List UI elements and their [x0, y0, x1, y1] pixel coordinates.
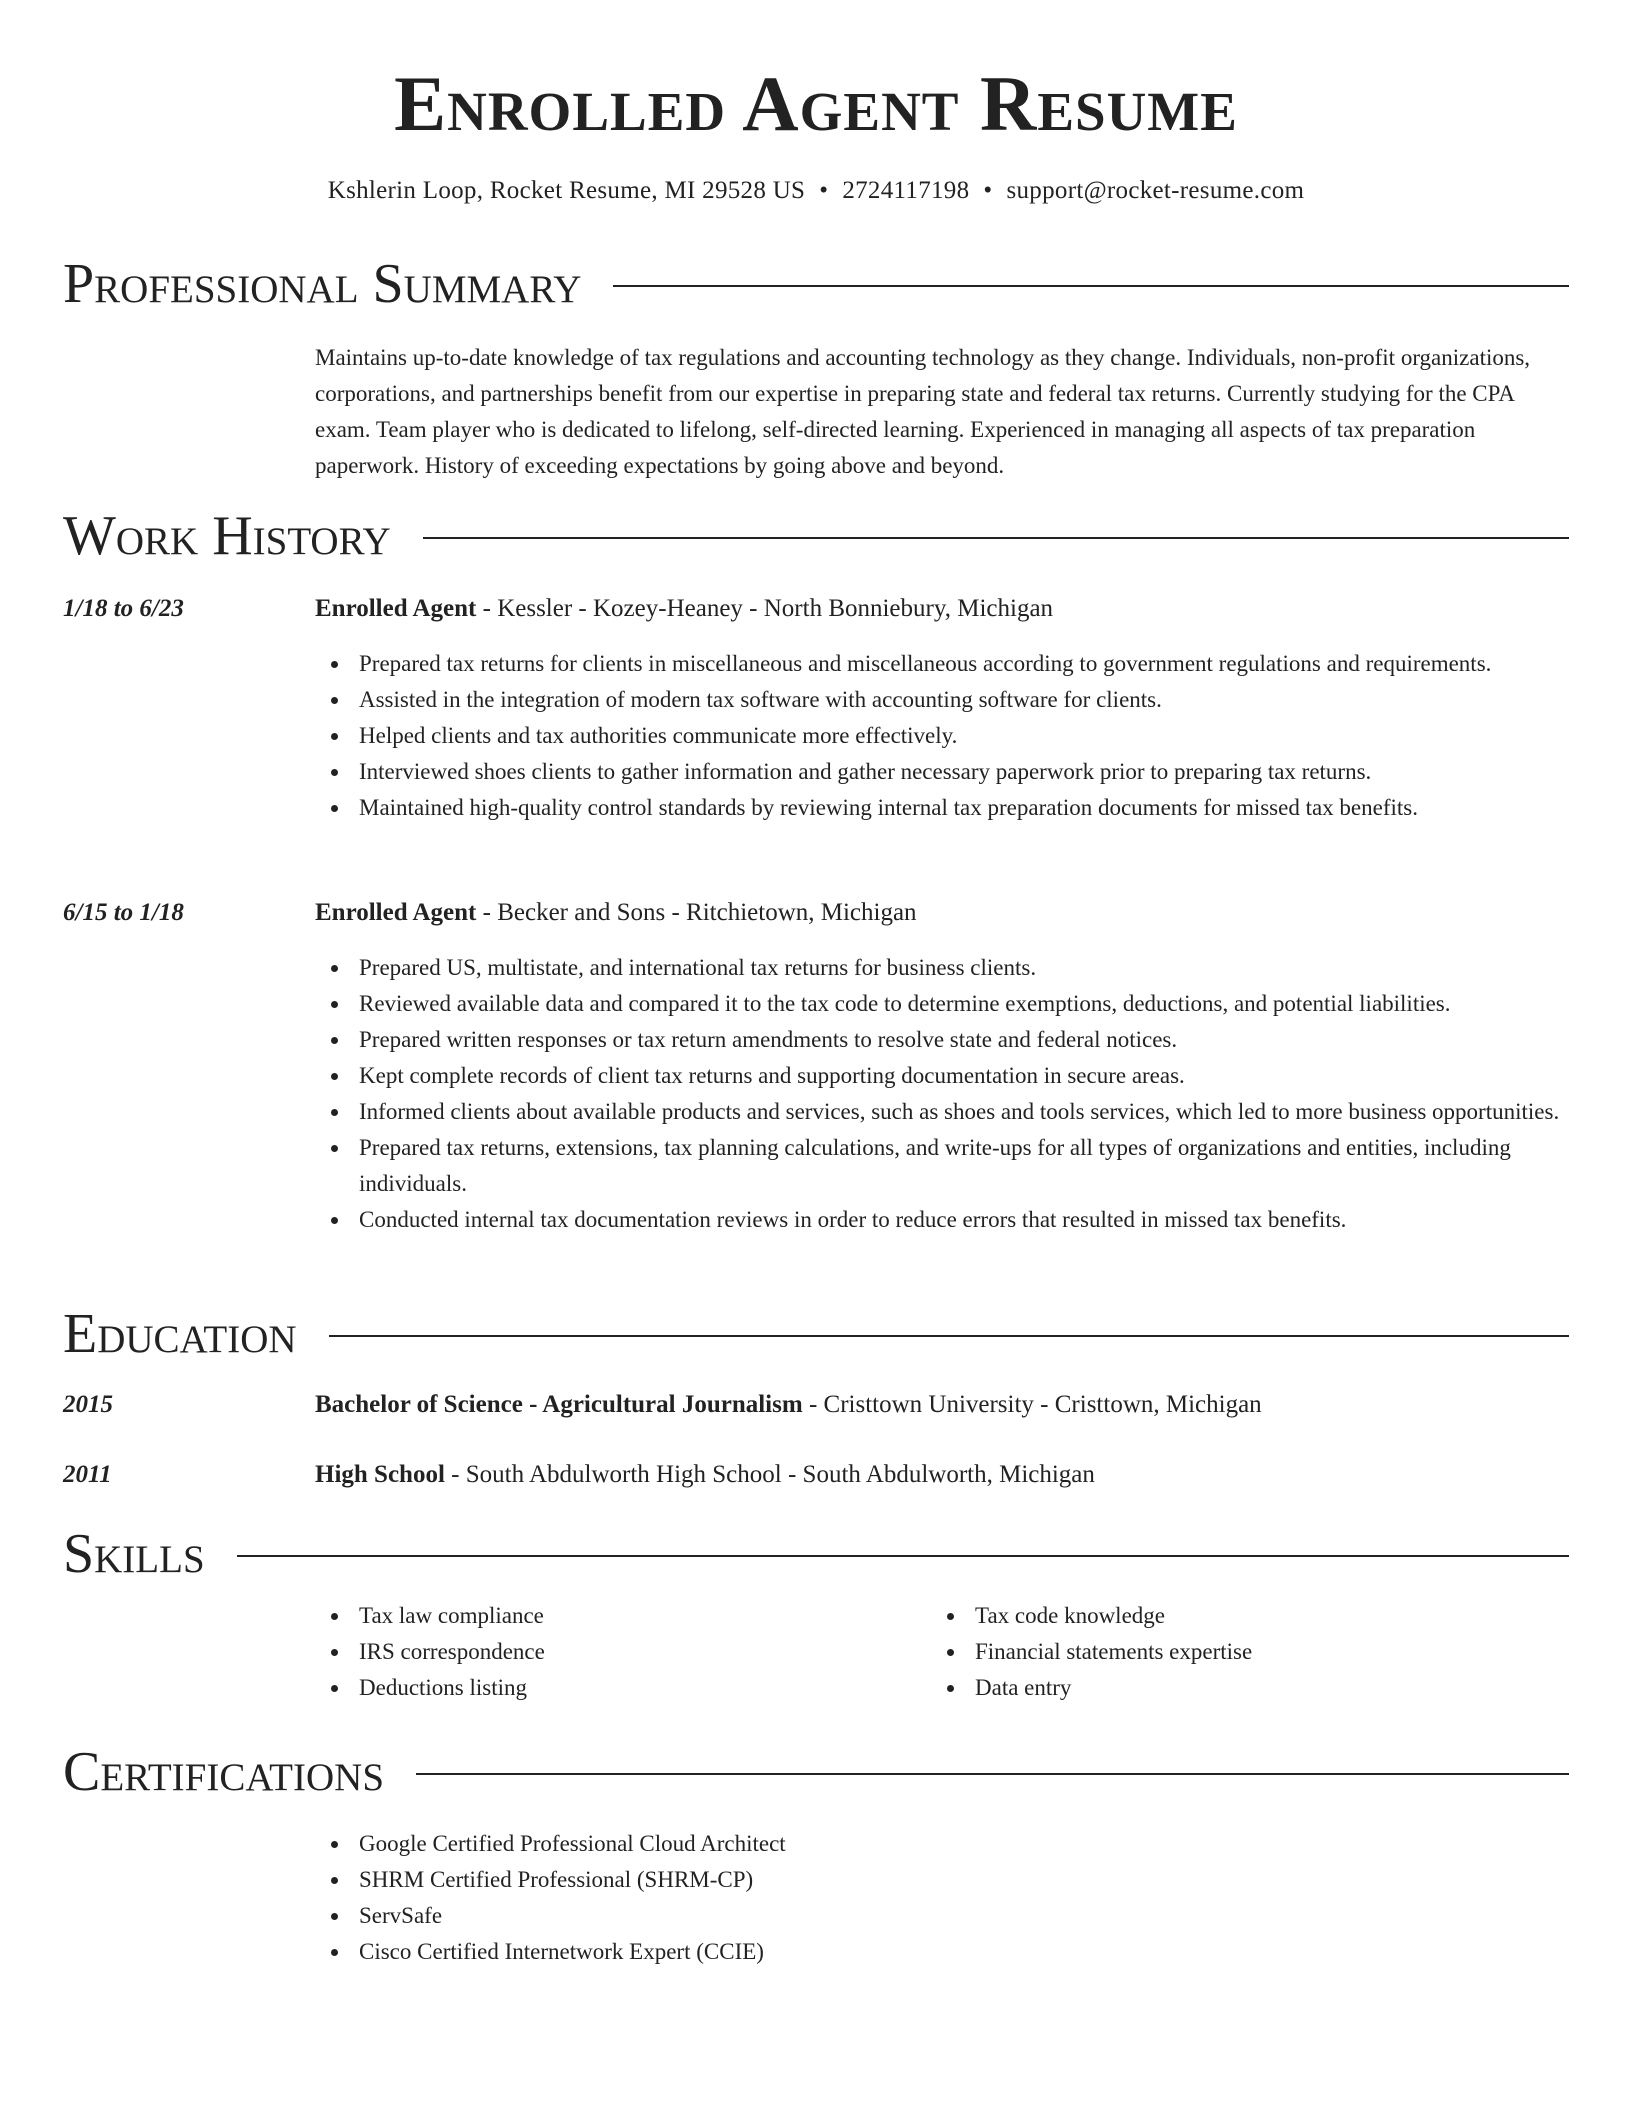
contact-address: Kshlerin Loop, Rocket Resume, MI 29528 US [327, 177, 806, 204]
section-divider [416, 1773, 1569, 1775]
job-title: Enrolled Agent [315, 899, 477, 926]
education-year: 2011 [63, 1461, 112, 1488]
certification-item: SHRM Certified Professional (SHRM-CP) [315, 1862, 1569, 1898]
certifications-section-header [63, 1740, 1569, 1804]
list-item: Maintained high-quality control standards by reviewing internal tax preparation documents for missed tax benefits. [315, 790, 1569, 826]
list-item: Conducted internal tax documentation reviews in order to reduce errors that resulted in missed tax benefits. [315, 1202, 1569, 1238]
skill-item: Tax law compliance [315, 1598, 915, 1634]
education-heading: Education [63, 1303, 297, 1365]
job-dates: 6/15 to 1/18 [63, 899, 184, 926]
job-dates: 1/18 to 6/23 [63, 595, 184, 622]
certifications-list [315, 1826, 1569, 1970]
contact-separator: • [819, 177, 829, 204]
skill-item: Deductions listing [315, 1670, 915, 1706]
skills-section-header [63, 1522, 1569, 1586]
resume-title: Enrolled Agent Resume [394, 60, 1238, 147]
section-divider [329, 1335, 1569, 1337]
education-school: - Cristtown University - Cristtown, Michigan [802, 1391, 1262, 1418]
contact-line [0, 174, 1632, 208]
list-item: Informed clients about available products and services, such as shoes and tools services, which led to more business opportunities. [315, 1094, 1569, 1130]
contact-email: support@rocket-resume.com [1006, 177, 1305, 204]
list-item: Assisted in the integration of modern tax software with accounting software for clients. [315, 682, 1569, 718]
list-item: Helped clients and tax authorities communicate more effectively. [315, 718, 1569, 754]
education-entry [315, 1388, 1569, 1422]
section-divider [423, 537, 1569, 539]
list-item: Interviewed shoes clients to gather information and gather necessary paperwork prior to preparing tax returns. [315, 754, 1569, 790]
job-employer: - Kessler - Kozey-Heaney - North Bonniebury, Michigan [476, 595, 1054, 622]
list-item: Prepared written responses or tax return amendments to resolve state and federal notices. [315, 1022, 1569, 1058]
work-heading: Work History [63, 505, 391, 567]
education-degree: Bachelor of Science - Agricultural Journalism [315, 1391, 803, 1418]
list-item: Prepared US, multistate, and international tax returns for business clients. [315, 950, 1569, 986]
certifications-heading: Certifications [63, 1741, 385, 1803]
certification-item: Cisco Certified Internetwork Expert (CCIE) [315, 1934, 1569, 1970]
job-heading [315, 592, 1569, 626]
job-title: Enrolled Agent [315, 595, 477, 622]
skill-item: IRS correspondence [315, 1634, 915, 1670]
education-section-header [63, 1302, 1569, 1366]
list-item: Kept complete records of client tax returns and supporting documentation in secure areas. [315, 1058, 1569, 1094]
education-school: - South Abdulworth High School - South Abdulworth, Michigan [444, 1461, 1095, 1488]
education-entry [315, 1458, 1569, 1492]
skill-item: Data entry [931, 1670, 1531, 1706]
job-heading [315, 896, 1569, 930]
list-item: Prepared tax returns, extensions, tax planning calculations, and write-ups for all types of organizations and entities, including individuals. [315, 1130, 1569, 1202]
contact-separator: • [983, 177, 993, 204]
education-year: 2015 [63, 1391, 113, 1418]
skill-item: Tax code knowledge [931, 1598, 1531, 1634]
skills-list-left [315, 1598, 915, 1706]
skills-heading: Skills [63, 1523, 205, 1585]
job-employer: - Becker and Sons - Ritchietown, Michigan [476, 899, 917, 926]
section-divider [613, 285, 1569, 287]
list-item: Prepared tax returns for clients in miscellaneous and miscellaneous according to government regulations and requirements. [315, 646, 1569, 682]
certification-item: ServSafe [315, 1898, 1569, 1934]
list-item: Reviewed available data and compared it to the tax code to determine exemptions, deductions, and potential liabilities. [315, 986, 1569, 1022]
summary-text: Maintains up-to-date knowledge of tax regulations and accounting technology as they change. Individuals, non-profit organizations, corporations, and partnerships benefit from our expertise in preparing state and federal tax returns. Currently studying for the CPA exam. Team player who is dedicated to lifelong, self-directed learning. Experienced in managing all aspects of tax preparation paperwork. History of exceeding expectations by going above and beyond. [315, 345, 1531, 478]
summary-heading: Professional Summary [63, 253, 582, 315]
job-duties-list [315, 646, 1569, 826]
work-section-header [63, 504, 1569, 568]
skill-item: Financial statements expertise [931, 1634, 1531, 1670]
certification-item: Google Certified Professional Cloud Architect [315, 1826, 1569, 1862]
skills-list-right [931, 1598, 1531, 1706]
job-duties-list [315, 950, 1569, 1238]
section-divider [237, 1555, 1569, 1557]
contact-phone: 2724117198 [842, 177, 970, 204]
summary-section-header [63, 252, 1569, 316]
education-degree: High School [315, 1461, 445, 1488]
